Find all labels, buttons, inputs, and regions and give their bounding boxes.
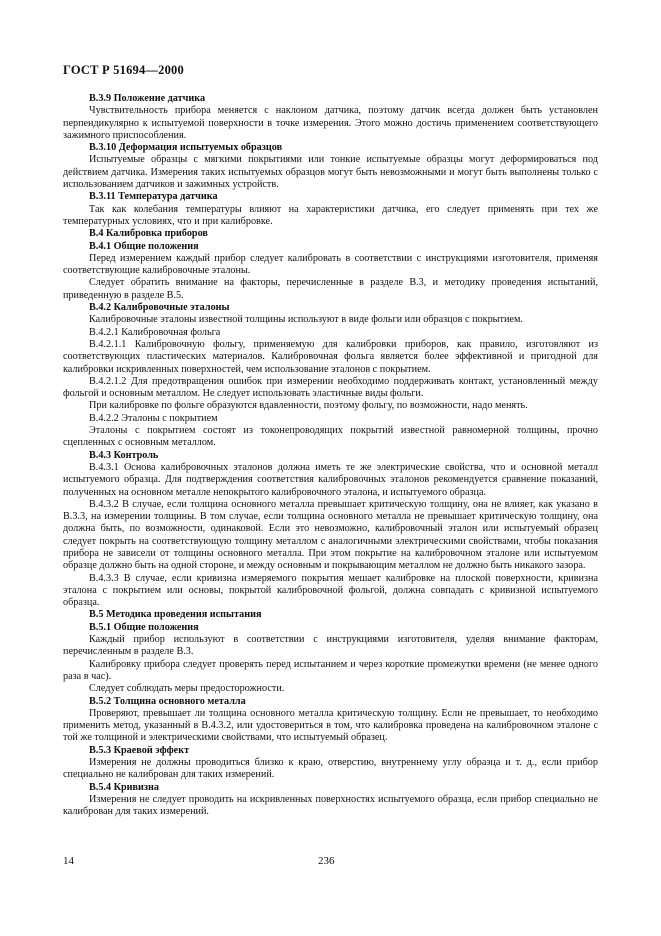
paragraph: В.4.3.2 В случае, если толщина основного металла превышает критическую толщину, она не влияет, как указано в В.3.3, на измерении толщины. В том случае, если толщина основного металла не превышает критическую толщину, она должна быть, по возможности, одинаковой. Если это невозможно, калибровочный эталон или испытуемый образец следует покрыть на соответствующую толщину металлом с аналогичными электрическими свойствами, чтобы показания прибора не зависели от толщины основного металла. При этом покрытие на калибровочном эталоне или испытуемом образце должно быть на одной стороне, и между основным и покрывающим металлом не должно быть никакого зазора. [63,498,598,572]
paragraph: В.4.3.3 В случае, если кривизна измеряемого покрытия мешает калибровке на плоской поверхности, кривизна эталона с покрытием или основы, покрытой калибровочной фольгой, должна совпадать с кривизной испытуемого образца. [63,572,598,609]
section-heading: В.5.4 Кривизна [89,781,159,793]
document-body [63,93,598,819]
section-heading: В.4 Калибровка приборов [89,228,208,240]
paragraph: Эталоны с покрытием состоят из токонепроводящих покрытий известной равномерной толщины, прочно сцепленных с основным металлом. [63,425,598,449]
paragraph: Чувствительность прибора меняется с наклоном датчика, поэтому датчик всегда должен быть установлен перпендикулярно к испытуемой поверхности в точке измерения. Этого можно достичь применением соответствующего зажимного приспособления. [63,105,598,141]
paragraph: При калибровке по фольге образуются вдавленности, поэтому фольгу, по возможности, надо менять. [89,400,528,412]
page-number: 14 [63,855,74,867]
section-heading: В.5.1 Общие положения [89,621,199,633]
paragraph: Следует обратить внимание на факторы, перечисленные в разделе В.3, и методику проведения испытаний, приведенную в разделе В.5. [63,277,598,301]
section-heading: В.4.3 Контроль [89,449,159,461]
paragraph: Проверяют, превышает ли толщина основного металла критическую толщину. Если не превышает, то необходимо применить метод, указанный в В.4.3.2, или удостовериться в том, что калибровка проведена на калибровочном эталоне с той же толщиной и электрическими свойствами, что испытуемый образец. [63,707,598,744]
section-heading: В.4.2 Калибровочные эталоны [89,302,230,314]
document-header: ГОСТ Р 51694—2000 [63,63,184,77]
paragraph: В.4.2.1.1 Калибровочную фольгу, применяемую для калибровки приборов, как правило, изготовляют из соответствующих пластических материалов. Калибровочная фольга является более эффективной и пригодной для калибровки искривленных поверхностей, чем использование эталонов с покрытием. [63,338,598,375]
paragraph: В.4.2.1.2 Для предотвращения ошибок при измерении необходимо поддерживать контакт, установленный между фольгой и основным металлом. Не следует использовать эластичные виды фольги. [63,375,598,400]
paragraph: Измерения не следует проводить на искривленных поверхностях испытуемого образца, если прибор специально не калиброван для таких измерений. [63,793,598,818]
section-heading: В.5.2 Толщина основного металла [89,695,246,707]
paragraph: Перед измерением каждый прибор следует калибровать в соответствии с инструкциями изготовителя, применяя соответствующие калибровочные эталоны. [63,252,598,277]
section-heading: В.4.2.2 Эталоны с покрытием [89,412,218,424]
paragraph: Калибровочные эталоны известной толщины используют в виде фольги или образцов с покрытием. [89,314,523,326]
section-heading: В.4.2.1 Калибровочная фольга [89,326,221,338]
paragraph: Испытуемые образцы с мягкими покрытиями или тонкие испытуемые образцы могут деформироваться под действием датчика. Измерения таких испытуемых образцов могут быть невозможными и могут быть выполнены только с использованием датчиков и зажимных устройств. [63,154,598,191]
section-heading: В.5 Методика проведения испытания [89,609,262,621]
section-heading: В.3.11 Температура датчика [89,191,218,203]
section-heading: В.4.1 Общие положения [89,240,199,252]
section-heading: В.3.10 Деформация испытуемых образцов [89,142,283,154]
paragraph: Так как колебания температуры влияют на характеристики датчика, его следует применять при тех же температурных условиях, что и при калибровке. [63,203,598,227]
sheet-number: 236 [318,855,335,867]
section-heading: В.5.3 Краевой эффект [89,744,190,756]
section-heading: В.3.9 Положение датчика [89,93,206,104]
paragraph: Следует соблюдать меры предосторожности. [89,683,285,695]
paragraph: В.4.3.1 Основа калибровочных эталонов должна иметь те же электрические свойства, что и основной металл испытуемого образца. Для подтверждения соответствия калибровочных эталонов рекомендуется сравнение показаний, полученных на основном металле непокрытого калибровочного эталона, и испытуемого образца. [63,461,598,498]
paragraph: Каждый прибор используют в соответствии с инструкциями изготовителя, уделяя внимание факторам, перечисленным в разделе В.3. [63,634,598,658]
paragraph: Калибровку прибора следует проверять перед испытанием и через короткие промежутки времени (не менее одного раза в час). [63,658,598,682]
paragraph: Измерения не должны проводиться близко к краю, отверстию, внутреннему углу образца и т. д., если прибор специально не калиброван для таких измерений. [63,757,598,781]
